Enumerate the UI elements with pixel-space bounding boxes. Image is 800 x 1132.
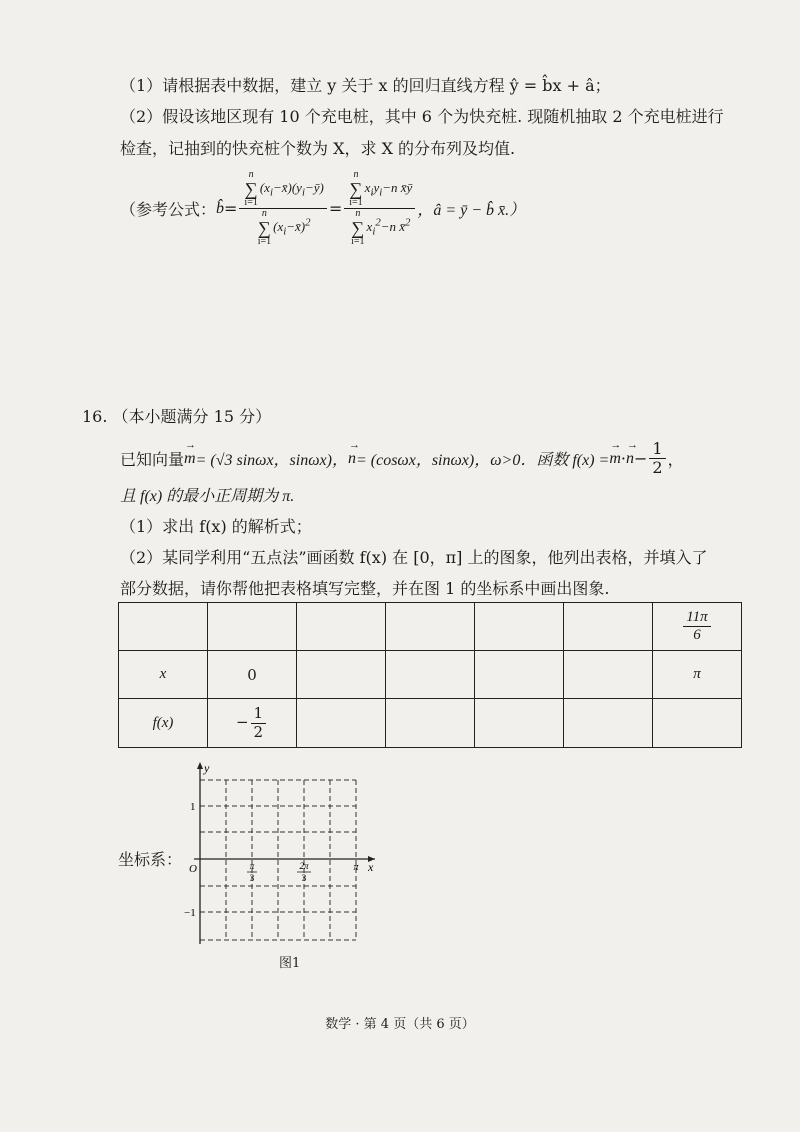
b-hat: b̂ (216, 199, 225, 217)
x-value-pi[interactable]: π (653, 651, 742, 699)
sum-symbol: ∑ (244, 179, 258, 199)
y-axis-arrow (197, 762, 203, 769)
grid-lines (200, 780, 356, 940)
figure-caption: 图1 (279, 956, 301, 971)
x-tick-2pi-3-num: 2π (299, 861, 309, 871)
sum-top: n (353, 169, 359, 180)
frac-num: 1 (251, 705, 267, 723)
formula-fraction-2 (344, 170, 415, 247)
num2-sub: i (370, 186, 374, 199)
reference-formula (120, 170, 525, 247)
given-line (120, 440, 684, 478)
fx-value-first[interactable] (208, 699, 297, 748)
period-line (120, 483, 294, 506)
sum-symbol: ∑ (349, 179, 363, 199)
x-tick-2pi-3-den: 3 (301, 873, 307, 883)
num1-e: −ȳ) (304, 179, 324, 195)
graph-label: 坐标系： (118, 850, 183, 869)
page-footer: 数学 · 第 4 页（共 6 页） (325, 1017, 475, 1032)
sum-symbol: ∑ (351, 218, 365, 238)
dot-separator: · (620, 449, 626, 469)
half-den: 2 (652, 458, 663, 478)
table-cell[interactable] (564, 651, 653, 699)
table-cell[interactable] (386, 651, 475, 699)
equals-1: = (224, 199, 238, 218)
dot-m: → m (609, 450, 621, 468)
question-1 (120, 514, 312, 537)
x-tick-pi-3-num: π (249, 861, 255, 871)
table-cell[interactable] (386, 603, 475, 651)
table-cell[interactable] (475, 651, 564, 699)
sum-bottom: i=1 (244, 197, 258, 208)
question-2-line2 (120, 576, 609, 599)
half-num: 1 (649, 440, 665, 459)
minus-sign: − (633, 449, 648, 469)
num1-c: −x̄)(y (272, 179, 302, 195)
x-value-0[interactable]: 0 (208, 651, 297, 699)
y-axis-label: y (204, 761, 210, 775)
part1-label: （1） (120, 76, 163, 95)
sum-sign (258, 209, 271, 247)
question-1-text: （1）求出 f(x) 的解析式； (120, 517, 312, 536)
part2-line1 (120, 104, 724, 127)
sum-symbol: ∑ (257, 218, 271, 238)
num2-c: y (373, 179, 380, 195)
five-point-table (118, 602, 742, 748)
table-cell[interactable] (297, 651, 386, 699)
sum-sign (244, 170, 257, 208)
table-cell[interactable] (564, 699, 653, 748)
row-label-x: x (119, 651, 208, 699)
y-tick-neg-1: −1 (184, 907, 196, 919)
den1-sub: i (283, 225, 287, 238)
row-label-fx: f(x) (119, 699, 208, 748)
half-fraction (649, 440, 665, 478)
x-tick-pi: π (353, 862, 359, 873)
origin-label: O (189, 863, 197, 875)
den1-sq: 2 (305, 216, 311, 229)
fraction-1-numerator (239, 170, 326, 209)
problem16-header (82, 404, 271, 427)
problem-points: （本小题满分 15 分） (112, 407, 272, 426)
sum-sign (349, 170, 362, 208)
den2-esq: 2 (405, 216, 411, 229)
table-cell[interactable] (475, 603, 564, 651)
part2-line2 (120, 136, 515, 159)
reference-label: （参考公式： (120, 200, 217, 219)
fraction-1-denominator (253, 209, 314, 247)
num1-sub2: i (301, 186, 305, 199)
period-text: 且 f(x) 的最小正周期为 π. (120, 488, 295, 505)
problem-number: 16. (82, 407, 108, 426)
neg-sign: − (235, 713, 249, 731)
sum-sign (351, 209, 364, 247)
dot-n: → n (626, 450, 634, 468)
table-cell[interactable] (386, 699, 475, 748)
question-2-line1 (120, 545, 708, 568)
num1-sub: i (269, 186, 273, 199)
den2-sq: 2 (375, 216, 381, 229)
frac-den: 2 (253, 722, 264, 741)
x-axis-label: x (368, 860, 374, 874)
vector-n-expr: = (cosωx，sinωx)，ω>0．函数 f(x) = (355, 452, 610, 470)
num2-sub2: i (379, 186, 383, 199)
sum-bottom: i=1 (351, 236, 365, 247)
part2-label: （2） (120, 107, 163, 126)
table-row-1 (119, 603, 742, 651)
frac-den: 6 (693, 627, 701, 643)
part2-text-1: 假设该地区现有 10 个充电桩，其中 6 个为快充桩. 现随机抽取 2 个充电桩进行 (162, 107, 724, 126)
num2-e: −n x̄ȳ (382, 179, 413, 195)
vector-m: → m (184, 450, 196, 468)
sum-top: n (355, 208, 361, 219)
fraction-2-numerator (344, 170, 415, 209)
table-cell[interactable] (564, 603, 653, 651)
part1-text: 请根据表中数据，建立 y 关于 x 的回归直线方程 ŷ = b̂x + â； (162, 76, 611, 95)
den2-sub: i (372, 225, 376, 238)
x-tick-pi-3-den: 3 (249, 873, 255, 883)
den1-c: −x̄) (286, 218, 306, 234)
frac-num: 11π (683, 609, 710, 627)
equals-2: = (328, 199, 343, 218)
question-2-text-1: （2）某同学利用“五点法”画函数 f(x) 在 [0，π] 上的图象，他列出表格，并填入了 (120, 548, 708, 567)
comma: ， (667, 450, 684, 470)
sum-top: n (248, 169, 254, 180)
table-row-fx (119, 699, 742, 748)
neg-half (251, 705, 267, 741)
table-cell[interactable] (297, 603, 386, 651)
formula-fraction-1 (239, 170, 326, 247)
given-prefix: 已知向量 (120, 450, 185, 470)
table-cell[interactable] (653, 699, 742, 748)
vector-m-expr: = (√3 sinωx，sinωx)， (195, 452, 348, 470)
den1-a: (x (273, 218, 284, 234)
fraction-2-denominator (346, 209, 413, 247)
sum-bottom: i=1 (349, 197, 363, 208)
question-2-text-2: 部分数据，请你帮他把表格填写完整，并在图 1 的坐标系中画出图象. (120, 579, 610, 598)
table-cell[interactable] (208, 603, 297, 651)
table-cell[interactable] (119, 603, 208, 651)
eleven-pi-over-six (683, 609, 710, 645)
table-cell[interactable] (297, 699, 386, 748)
table-row-x (119, 651, 742, 699)
den2-e: −n x̄ (380, 218, 406, 234)
sum-top: n (261, 208, 267, 219)
reference-tail: ，â = ȳ − b̂ x̄.） (417, 202, 526, 219)
sum-bottom: i=1 (257, 236, 272, 247)
den2-a: x (366, 218, 373, 234)
part2-text-2: 检查，记抽到的快充桩个数为 X，求 X 的分布列及均值. (120, 139, 516, 158)
num2-a: x (364, 179, 371, 195)
num1-a: (x (259, 179, 270, 195)
y-tick-1: 1 (190, 801, 196, 813)
table-cell[interactable] (475, 699, 564, 748)
coordinate-grid[interactable] (170, 758, 390, 948)
part1-line (120, 73, 611, 96)
table-cell-last[interactable] (653, 603, 742, 651)
vector-n: → n (348, 450, 356, 468)
